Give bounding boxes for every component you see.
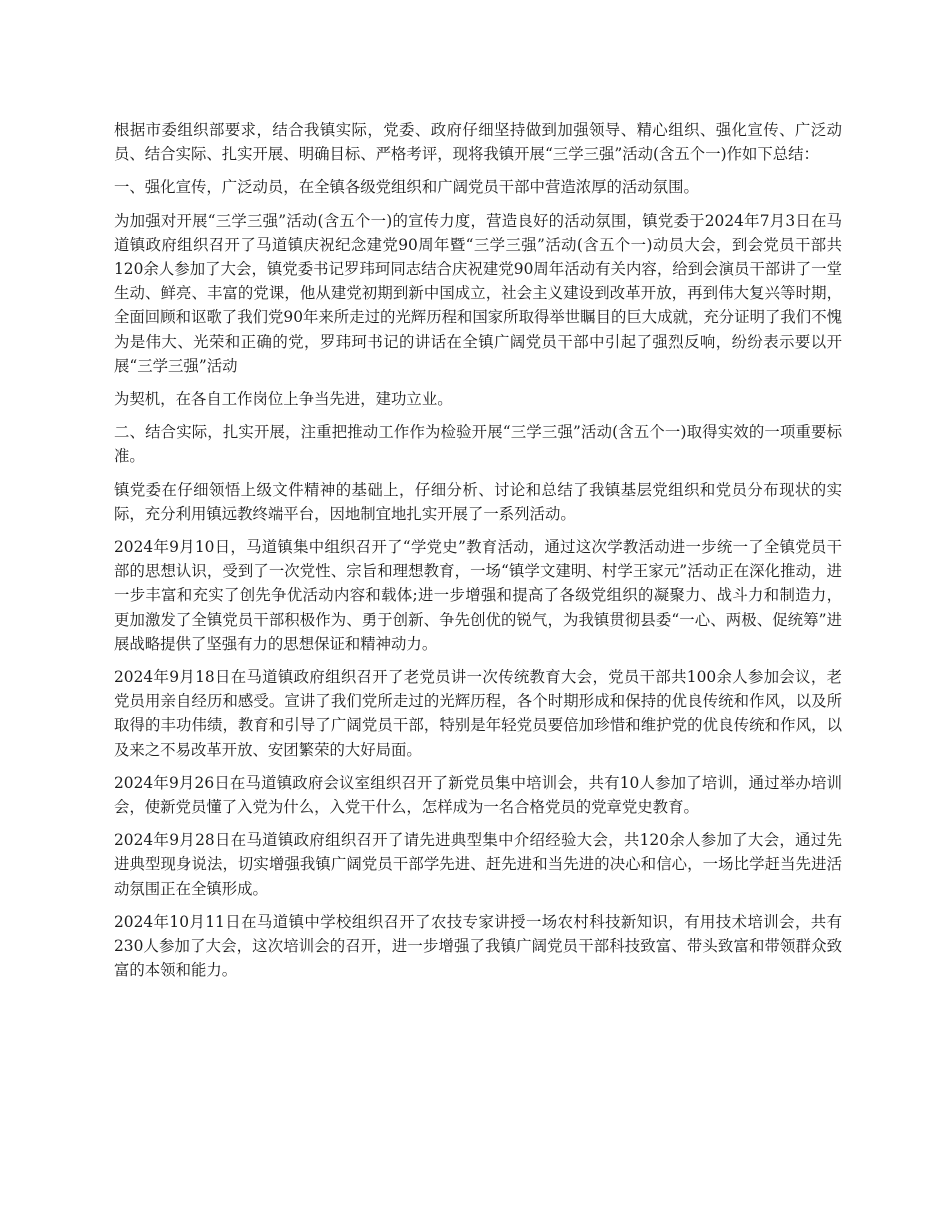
body-paragraph: 为契机，在各自工作岗位上争当先进，建功立业。 (114, 390, 453, 409)
body-paragraph: 2024年9月10日，马道镇集中组织召开了“学党史”教育活动，通过这次学教活动进一步统一了全镇党员干部的思想认识，受到了一次党性、宗旨和理想教育，一场“镇学文建明、村学王家元”活动正在深化推动，进一步丰富和充实了创先争优活动内容和载体;进一步增强和提高了各级党组织的凝聚力、战斗力和制造力，更加激发了全镇党员干部积极作为、勇于创新、争先创优的锐气，为我镇贯彻县委“一心、两极、促统筹”进展战略提供了坚强有力的思想保证和精神动力。 (114, 538, 842, 653)
body-paragraph: 2024年9月26日在马道镇政府会议室组织召开了新党员集中培训会，共有10人参加了培训，通过举办培训会，使新党员懂了入党为什么，入党干什么，怎样成为一名合格党员的党章党史教育。 (114, 773, 842, 817)
body-paragraph: 2024年9月18日在马道镇政府组织召开了老党员讲一次传统教育大会，党员干部共100余人参加会议，老党员用亲自经历和感受。宣讲了我们党所走过的光辉历程，各个时期形成和保持的优良传统和作风，以及所取得的丰功伟绩，教育和引导了广阔党员干部，特别是年轻党员要倍加珍惜和维护党的优良传统和作风，以及来之不易改革开放、安团繁荣的大好局面。 (114, 668, 842, 759)
body-paragraph: 镇党委在仔细领悟上级文件精神的基础上，仔细分析、讨论和总结了我镇基层党组织和党员分布现状的实际，充分利用镇远教终端平台，因地制宜地扎实开展了一系列活动。 (114, 480, 842, 523)
intro-paragraph: 根据市委组织部要求，结合我镇实际，党委、政府仔细坚持做到加强领导、精心组织、强化宣传、广泛动员、结合实际、扎实开展、明确目标、严格考评，现将我镇开展“三学三强”活动(含五个一)作如下总结： (114, 121, 842, 164)
document-body (114, 118, 842, 992)
body-paragraph: 2024年9月28日在马道镇政府组织召开了请先进典型集中介绍经验大会，共120余人参加了大会，通过先进典型现身说法，切实增强我镇广阔党员干部学先进、赶先进和当先进的决心和信心，一场比学赶当先进活动氛围正在全镇形成。 (114, 831, 842, 898)
body-paragraph: 为加强对开展“三学三强”活动(含五个一)的宣传力度，营造良好的活动氛围，镇党委于2024年7月3日在马道镇政府组织召开了马道镇庆祝纪念建党90周年暨“三学三强”活动(含五个一)动员大会，到会党员干部共120余人参加了大会，镇党委书记罗玮珂同志结合庆祝建党90周年活动有关内容，给到会演员干部讲了一堂生动、鲜亮、丰富的党课，他从建党初期到新中国成立，社会主义建设到改革开放，再到伟大复兴等时期，全面回顾和讴歌了我们党90年来所走过的光辉历程和国家所取得举世瞩目的巨大成就，充分证明了我们不愧为是伟大、光荣和正确的党，罗玮珂书记的讲话在全镇广阔党员干部中引起了强烈反响，纷纷表示要以开展“三学三强”活动 (114, 211, 842, 375)
section-heading-2: 二、结合实际，扎实开展，注重把推动工作作为检验开展“三学三强”活动(含五个一)取得实效的一项重要标准。 (114, 423, 842, 466)
body-paragraph: 2024年10月11日在马道镇中学校组织召开了农技专家讲授一场农村科技新知识，有用技术培训会，共有230人参加了大会，这次培训会的召开，进一步增强了我镇广阔党员干部科技致富、带头致富和带领群众致富的本领和能力。 (114, 912, 842, 980)
section-heading-1: 一、强化宣传，广泛动员，在全镇各级党组织和广阔党员干部中营造浓厚的活动氛围。 (114, 178, 699, 197)
